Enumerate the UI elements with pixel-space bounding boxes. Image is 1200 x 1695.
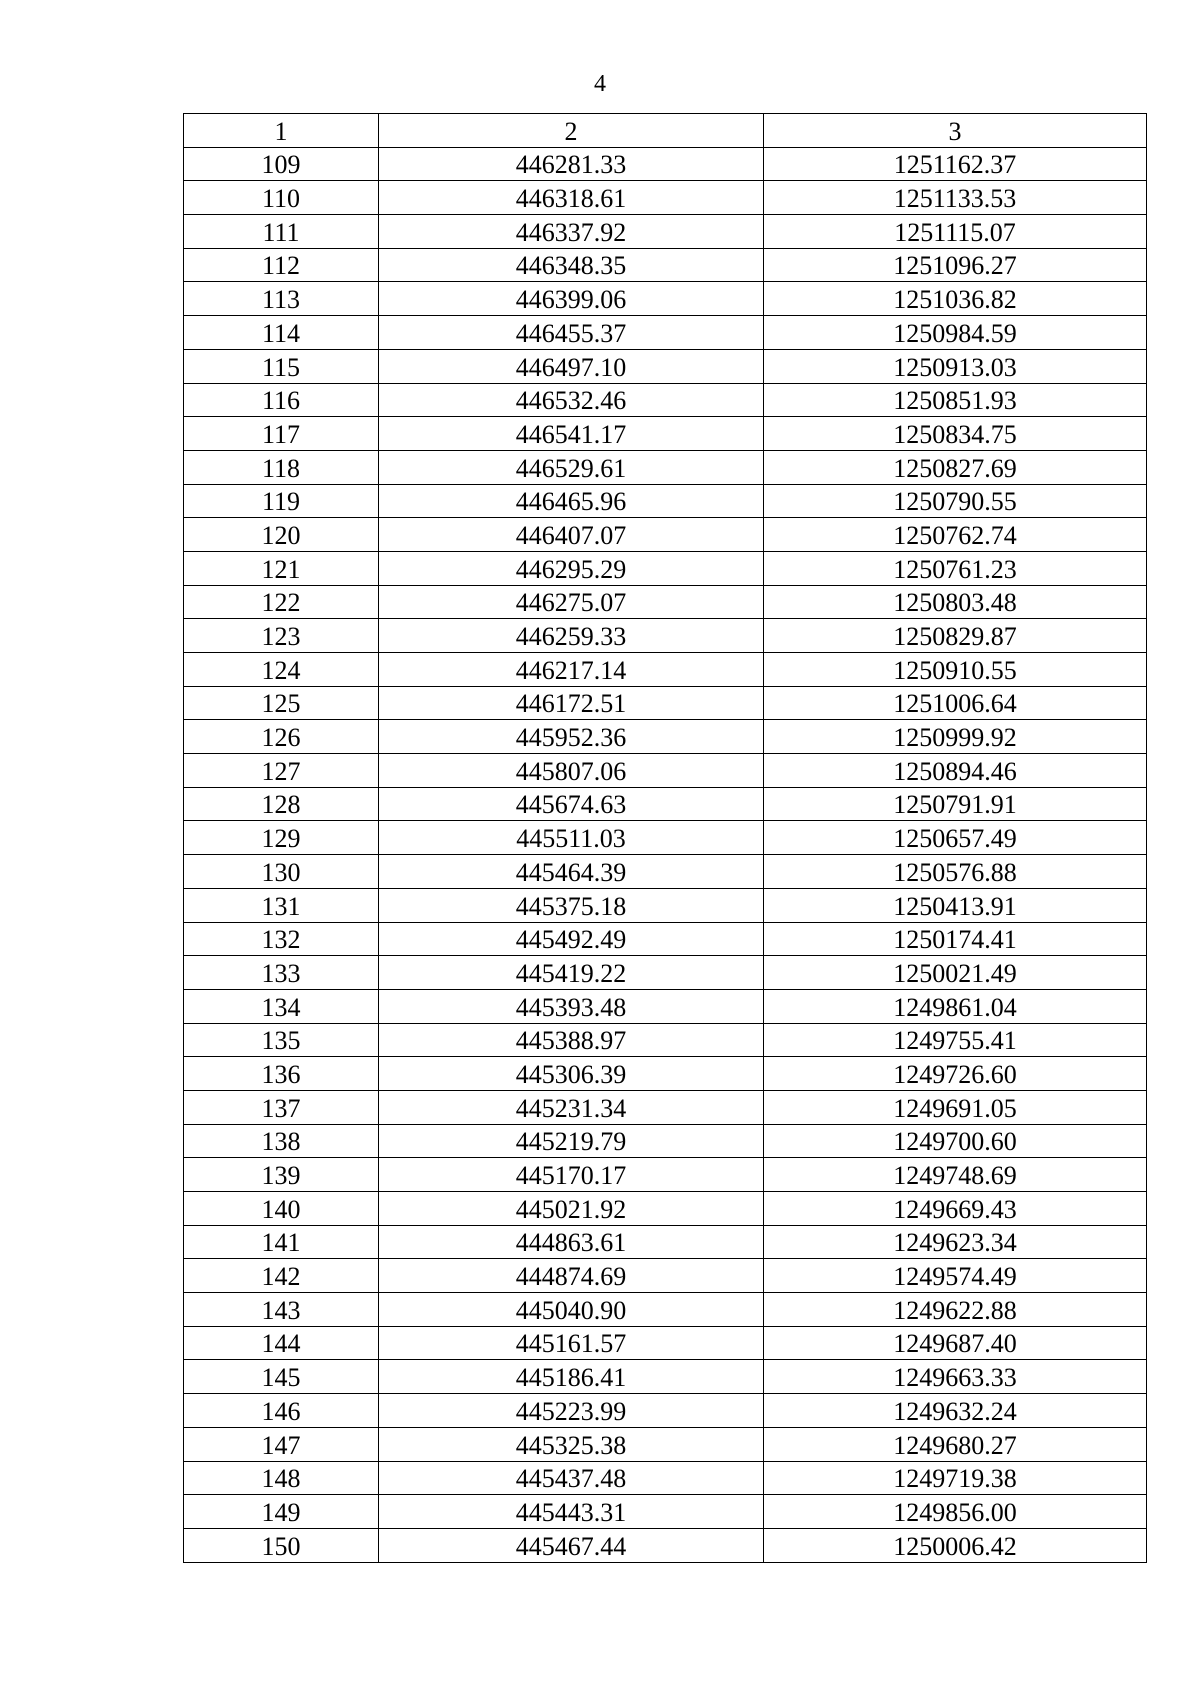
table-row [184, 1192, 1147, 1226]
cell-y-coordinate: 1249755.41 [764, 1023, 1147, 1057]
cell-y-coordinate: 1250761.23 [764, 551, 1147, 585]
cell-y-coordinate: 1249669.43 [764, 1192, 1147, 1226]
header-cell-x: 2 [379, 114, 764, 148]
table-row [184, 316, 1147, 350]
table-row [184, 787, 1147, 821]
cell-point-number: 136 [184, 1057, 379, 1091]
cell-x-coordinate: 445231.34 [379, 1090, 764, 1124]
cell-x-coordinate: 445170.17 [379, 1158, 764, 1192]
table-row [184, 1057, 1147, 1091]
table-row [184, 349, 1147, 383]
cell-x-coordinate: 445437.48 [379, 1461, 764, 1495]
cell-y-coordinate: 1249719.38 [764, 1461, 1147, 1495]
table-row [184, 720, 1147, 754]
coordinates-table [183, 113, 1147, 1563]
cell-y-coordinate: 1251162.37 [764, 147, 1147, 181]
cell-y-coordinate: 1250006.42 [764, 1528, 1147, 1562]
cell-point-number: 117 [184, 417, 379, 451]
cell-y-coordinate: 1250174.41 [764, 922, 1147, 956]
cell-y-coordinate: 1249687.40 [764, 1326, 1147, 1360]
table-row [184, 450, 1147, 484]
table-row [184, 989, 1147, 1023]
cell-point-number: 144 [184, 1326, 379, 1360]
cell-x-coordinate: 444863.61 [379, 1225, 764, 1259]
cell-x-coordinate: 445492.49 [379, 922, 764, 956]
cell-y-coordinate: 1249861.04 [764, 989, 1147, 1023]
table-row [184, 1326, 1147, 1360]
cell-y-coordinate: 1250851.93 [764, 383, 1147, 417]
table-row [184, 1528, 1147, 1562]
table-row [184, 551, 1147, 585]
cell-y-coordinate: 1250790.55 [764, 484, 1147, 518]
cell-point-number: 124 [184, 653, 379, 687]
table-row [184, 1023, 1147, 1057]
cell-y-coordinate: 1249856.00 [764, 1495, 1147, 1529]
cell-point-number: 146 [184, 1394, 379, 1428]
table-row [184, 484, 1147, 518]
cell-y-coordinate: 1250803.48 [764, 585, 1147, 619]
cell-x-coordinate: 446275.07 [379, 585, 764, 619]
cell-y-coordinate: 1251115.07 [764, 215, 1147, 249]
cell-point-number: 126 [184, 720, 379, 754]
cell-point-number: 125 [184, 686, 379, 720]
cell-x-coordinate: 445388.97 [379, 1023, 764, 1057]
table-body [184, 114, 1147, 1563]
cell-point-number: 113 [184, 282, 379, 316]
cell-y-coordinate: 1249632.24 [764, 1394, 1147, 1428]
cell-x-coordinate: 446399.06 [379, 282, 764, 316]
cell-point-number: 109 [184, 147, 379, 181]
cell-point-number: 127 [184, 754, 379, 788]
table-row [184, 956, 1147, 990]
cell-point-number: 120 [184, 518, 379, 552]
cell-x-coordinate: 446217.14 [379, 653, 764, 687]
cell-point-number: 130 [184, 855, 379, 889]
cell-x-coordinate: 445186.41 [379, 1360, 764, 1394]
cell-y-coordinate: 1251133.53 [764, 181, 1147, 215]
cell-x-coordinate: 446465.96 [379, 484, 764, 518]
table-row [184, 1461, 1147, 1495]
table-row [184, 417, 1147, 451]
cell-y-coordinate: 1249691.05 [764, 1090, 1147, 1124]
cell-x-coordinate: 446281.33 [379, 147, 764, 181]
cell-y-coordinate: 1249623.34 [764, 1225, 1147, 1259]
cell-y-coordinate: 1250829.87 [764, 619, 1147, 653]
cell-y-coordinate: 1249663.33 [764, 1360, 1147, 1394]
cell-point-number: 122 [184, 585, 379, 619]
cell-x-coordinate: 446407.07 [379, 518, 764, 552]
cell-point-number: 140 [184, 1192, 379, 1226]
table-row [184, 215, 1147, 249]
table-row [184, 686, 1147, 720]
cell-y-coordinate: 1249622.88 [764, 1293, 1147, 1327]
cell-y-coordinate: 1250894.46 [764, 754, 1147, 788]
cell-x-coordinate: 446529.61 [379, 450, 764, 484]
cell-y-coordinate: 1250999.92 [764, 720, 1147, 754]
cell-point-number: 148 [184, 1461, 379, 1495]
cell-point-number: 138 [184, 1124, 379, 1158]
cell-x-coordinate: 445467.44 [379, 1528, 764, 1562]
cell-x-coordinate: 446295.29 [379, 551, 764, 585]
cell-x-coordinate: 444874.69 [379, 1259, 764, 1293]
cell-y-coordinate: 1250984.59 [764, 316, 1147, 350]
cell-point-number: 110 [184, 181, 379, 215]
cell-x-coordinate: 446541.17 [379, 417, 764, 451]
table-row [184, 855, 1147, 889]
cell-point-number: 139 [184, 1158, 379, 1192]
cell-y-coordinate: 1251036.82 [764, 282, 1147, 316]
cell-y-coordinate: 1249700.60 [764, 1124, 1147, 1158]
cell-point-number: 114 [184, 316, 379, 350]
cell-point-number: 142 [184, 1259, 379, 1293]
cell-y-coordinate: 1250791.91 [764, 787, 1147, 821]
cell-x-coordinate: 445443.31 [379, 1495, 764, 1529]
cell-y-coordinate: 1250413.91 [764, 888, 1147, 922]
cell-y-coordinate: 1250834.75 [764, 417, 1147, 451]
cell-x-coordinate: 446455.37 [379, 316, 764, 350]
cell-x-coordinate: 446348.35 [379, 248, 764, 282]
table-row [184, 619, 1147, 653]
cell-y-coordinate: 1250576.88 [764, 855, 1147, 889]
cell-x-coordinate: 446318.61 [379, 181, 764, 215]
cell-point-number: 149 [184, 1495, 379, 1529]
table-row [184, 1293, 1147, 1327]
cell-point-number: 141 [184, 1225, 379, 1259]
cell-point-number: 128 [184, 787, 379, 821]
table-row [184, 821, 1147, 855]
cell-point-number: 150 [184, 1528, 379, 1562]
table-row [184, 653, 1147, 687]
table-row [184, 1360, 1147, 1394]
cell-x-coordinate: 445040.90 [379, 1293, 764, 1327]
cell-x-coordinate: 445161.57 [379, 1326, 764, 1360]
table-row [184, 585, 1147, 619]
table-row [184, 383, 1147, 417]
cell-y-coordinate: 1250657.49 [764, 821, 1147, 855]
cell-y-coordinate: 1249748.69 [764, 1158, 1147, 1192]
cell-x-coordinate: 445325.38 [379, 1427, 764, 1461]
cell-point-number: 112 [184, 248, 379, 282]
header-cell-point-number: 1 [184, 114, 379, 148]
cell-y-coordinate: 1250913.03 [764, 349, 1147, 383]
table-row [184, 922, 1147, 956]
cell-point-number: 135 [184, 1023, 379, 1057]
cell-point-number: 133 [184, 956, 379, 990]
table-row [184, 1394, 1147, 1428]
table-row [184, 1090, 1147, 1124]
table-row [184, 888, 1147, 922]
table-header-row [184, 114, 1147, 148]
cell-y-coordinate: 1251096.27 [764, 248, 1147, 282]
cell-x-coordinate: 445306.39 [379, 1057, 764, 1091]
cell-y-coordinate: 1250910.55 [764, 653, 1147, 687]
table-row [184, 1225, 1147, 1259]
cell-x-coordinate: 445393.48 [379, 989, 764, 1023]
cell-point-number: 115 [184, 349, 379, 383]
table-row [184, 1158, 1147, 1192]
cell-x-coordinate: 445952.36 [379, 720, 764, 754]
cell-y-coordinate: 1249680.27 [764, 1427, 1147, 1461]
cell-x-coordinate: 445511.03 [379, 821, 764, 855]
cell-x-coordinate: 445464.39 [379, 855, 764, 889]
cell-y-coordinate: 1249726.60 [764, 1057, 1147, 1091]
cell-x-coordinate: 446497.10 [379, 349, 764, 383]
cell-point-number: 116 [184, 383, 379, 417]
cell-x-coordinate: 445021.92 [379, 1192, 764, 1226]
table-row [184, 1495, 1147, 1529]
cell-point-number: 118 [184, 450, 379, 484]
cell-x-coordinate: 445419.22 [379, 956, 764, 990]
cell-point-number: 137 [184, 1090, 379, 1124]
cell-point-number: 132 [184, 922, 379, 956]
cell-y-coordinate: 1250762.74 [764, 518, 1147, 552]
table-row [184, 518, 1147, 552]
cell-y-coordinate: 1250021.49 [764, 956, 1147, 990]
cell-point-number: 123 [184, 619, 379, 653]
table-row [184, 248, 1147, 282]
cell-y-coordinate: 1250827.69 [764, 450, 1147, 484]
cell-point-number: 121 [184, 551, 379, 585]
table-row [184, 282, 1147, 316]
cell-x-coordinate: 446337.92 [379, 215, 764, 249]
table-row [184, 1259, 1147, 1293]
cell-point-number: 143 [184, 1293, 379, 1327]
cell-x-coordinate: 445674.63 [379, 787, 764, 821]
header-cell-y: 3 [764, 114, 1147, 148]
table-row [184, 147, 1147, 181]
table-row [184, 181, 1147, 215]
cell-y-coordinate: 1251006.64 [764, 686, 1147, 720]
cell-point-number: 145 [184, 1360, 379, 1394]
cell-point-number: 134 [184, 989, 379, 1023]
cell-x-coordinate: 445375.18 [379, 888, 764, 922]
table-row [184, 754, 1147, 788]
cell-x-coordinate: 445807.06 [379, 754, 764, 788]
cell-point-number: 147 [184, 1427, 379, 1461]
cell-point-number: 131 [184, 888, 379, 922]
table-row [184, 1427, 1147, 1461]
table-row [184, 1124, 1147, 1158]
cell-point-number: 129 [184, 821, 379, 855]
cell-x-coordinate: 446532.46 [379, 383, 764, 417]
cell-x-coordinate: 445219.79 [379, 1124, 764, 1158]
cell-x-coordinate: 446172.51 [379, 686, 764, 720]
cell-point-number: 119 [184, 484, 379, 518]
page-number: 4 [594, 71, 606, 97]
cell-y-coordinate: 1249574.49 [764, 1259, 1147, 1293]
cell-x-coordinate: 445223.99 [379, 1394, 764, 1428]
cell-x-coordinate: 446259.33 [379, 619, 764, 653]
cell-point-number: 111 [184, 215, 379, 249]
